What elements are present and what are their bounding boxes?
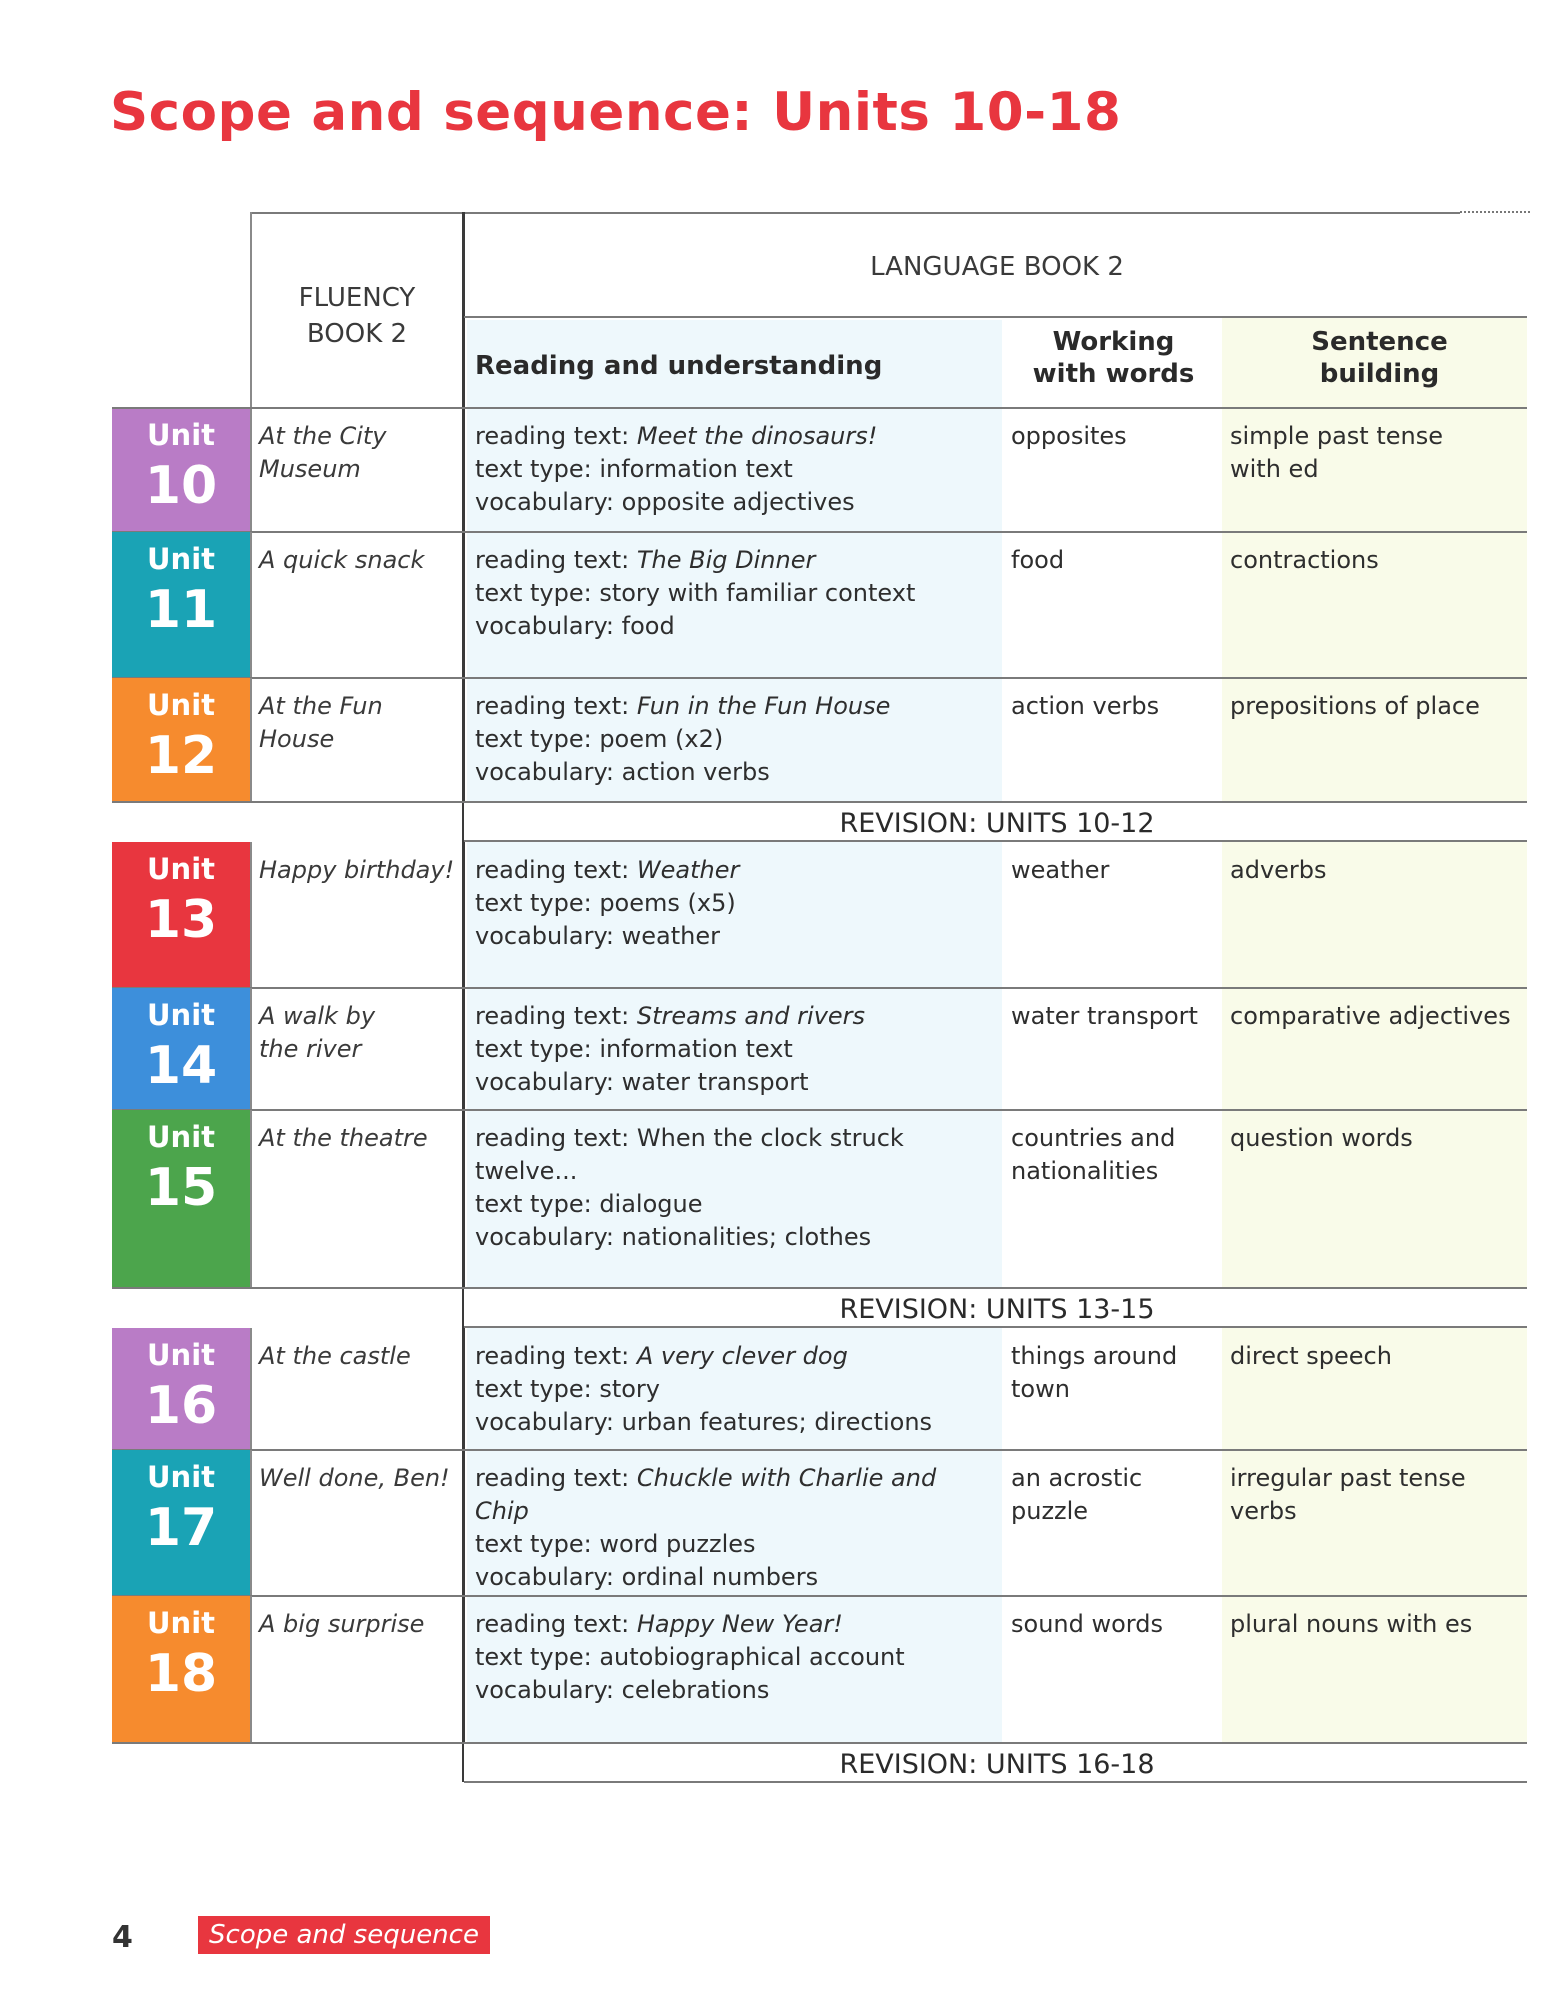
working-with-words-text: sound words <box>1011 1610 1163 1638</box>
reading-text-title: Streams and rivers <box>636 1002 866 1030</box>
working-with-words-cell <box>1011 854 1221 887</box>
reading-text-label: reading text: <box>475 1464 637 1492</box>
unit-label: Unit <box>147 852 215 886</box>
text-type-line: text type: story with familiar context <box>475 579 916 607</box>
unit-badge <box>112 842 250 988</box>
reading-text-label: reading text: When the clock struck <box>475 1124 904 1152</box>
vocabulary-line: vocabulary: celebrations <box>475 1676 770 1704</box>
reading-text-line <box>475 1608 995 1641</box>
sentence-building-cell <box>1230 690 1525 723</box>
unit-number: 15 <box>144 1158 218 1218</box>
unit-number: 18 <box>144 1644 218 1704</box>
language-header-rule <box>464 316 1527 318</box>
sentence-building-text: direct speech <box>1230 1342 1392 1370</box>
table-top-rule <box>250 212 1460 214</box>
fluency-title: A quick snack <box>259 546 425 574</box>
unit-number: 14 <box>144 1036 218 1096</box>
unit-label: Unit <box>147 998 215 1032</box>
unit-badge <box>112 1450 250 1596</box>
row-divider <box>112 531 1527 533</box>
reading-text-title: Meet the dinosaurs! <box>636 422 878 450</box>
revision-row-label: REVISION: UNITS 16-18 <box>839 1749 1155 1780</box>
vocabulary-line: vocabulary: urban features; directions <box>475 1408 933 1436</box>
fluency-cell <box>259 544 459 577</box>
fluency-cell <box>259 690 459 756</box>
reading-text-line <box>475 854 995 887</box>
fluency-left-rule <box>250 988 252 1110</box>
working-with-words-cell <box>1011 420 1221 453</box>
sentence-building-text: question words <box>1230 1124 1413 1152</box>
working-with-words-text: town <box>1011 1375 1070 1403</box>
vocabulary-line: vocabulary: ordinal numbers <box>475 1563 819 1591</box>
reading-text-title: The Big Dinner <box>636 546 816 574</box>
unit-badge <box>112 988 250 1110</box>
fluency-cell <box>259 1608 459 1641</box>
row-divider <box>112 677 1527 679</box>
working-with-words-text: food <box>1011 546 1065 574</box>
reading-cell <box>475 544 995 643</box>
vocabulary-line: vocabulary: opposite adjectives <box>475 488 855 516</box>
fluency-cell <box>259 1000 459 1066</box>
fluency-left-rule <box>250 408 252 532</box>
unit-number: 10 <box>144 456 218 516</box>
sentence-building-cell <box>1230 1608 1525 1641</box>
fluency-title: House <box>259 725 335 753</box>
reading-text-label: reading text: <box>475 422 637 450</box>
text-type-line: text type: information text <box>475 1035 793 1063</box>
working-with-words-cell <box>1011 1122 1221 1188</box>
reading-cell <box>475 420 995 519</box>
fluency-left-rule <box>250 1110 252 1288</box>
fluency-title: At the castle <box>259 1342 411 1370</box>
unit-badge <box>112 1328 250 1450</box>
reading-cell <box>475 1462 995 1594</box>
sentence-building-text: comparative adjectives <box>1230 1002 1511 1030</box>
reading-cell <box>475 1122 995 1254</box>
fluency-title: A big surprise <box>259 1610 425 1638</box>
reading-text-title: Chuckle with Charlie and Chip <box>475 1464 937 1525</box>
working-with-words-text: weather <box>1011 856 1110 884</box>
unit-badge <box>112 532 250 678</box>
fluency-title: Happy birthday! <box>259 856 455 884</box>
reading-text-title: Weather <box>636 856 740 884</box>
sentence-header: Sentence building <box>1311 327 1448 389</box>
revision-row-rule <box>464 1326 1527 1328</box>
reading-text-line <box>475 1000 995 1033</box>
row-divider <box>112 407 1527 409</box>
fluency-cell <box>259 1462 459 1495</box>
fluency-title: A walk by <box>259 1002 376 1030</box>
unit-label: Unit <box>147 1338 215 1372</box>
unit-number: 17 <box>144 1498 218 1558</box>
text-type-line: text type: poems (x5) <box>475 889 736 917</box>
reading-header: Reading and understanding <box>475 351 883 381</box>
sentence-building-text: adverbs <box>1230 856 1327 884</box>
sentence-building-text: simple past tense <box>1230 422 1443 450</box>
unit-badge <box>112 408 250 532</box>
row-divider <box>112 1449 1527 1451</box>
sentence-building-cell <box>1230 1122 1525 1155</box>
working-with-words-text: nationalities <box>1011 1157 1159 1185</box>
working-with-words-text: opposites <box>1011 422 1127 450</box>
reading-text-title: Fun in the Fun House <box>636 692 891 720</box>
table-top-dotted-rule <box>1460 211 1530 213</box>
sentence-building-text: verbs <box>1230 1497 1297 1525</box>
fluency-title: At the City <box>259 422 387 450</box>
text-type-line: text type: story <box>475 1375 660 1403</box>
vocabulary-line: vocabulary: nationalities; clothes <box>475 1223 872 1251</box>
working-with-words-cell <box>1011 1340 1221 1406</box>
sentence-building-cell <box>1230 1462 1525 1528</box>
working-with-words-text: things around <box>1011 1342 1178 1370</box>
unit-label: Unit <box>147 688 215 722</box>
page-title: Scope and sequence: Units 10-18 <box>110 82 1122 143</box>
unit-badge <box>112 1110 250 1288</box>
vocabulary-line: vocabulary: action verbs <box>475 758 770 786</box>
working-with-words-cell <box>1011 690 1221 723</box>
fluency-cell <box>259 420 459 486</box>
language-book-header: LANGUAGE BOOK 2 <box>870 252 1124 282</box>
sentence-building-text: plural nouns with es <box>1230 1610 1473 1638</box>
section-tag: Scope and sequence <box>198 1916 490 1954</box>
working-with-words-cell <box>1011 1462 1221 1528</box>
reading-text-label: reading text: <box>475 692 637 720</box>
fluency-cell <box>259 1340 459 1373</box>
working-with-words-cell <box>1011 544 1221 577</box>
sentence-building-cell <box>1230 544 1525 577</box>
unit-badge <box>112 678 250 802</box>
text-type-line: text type: dialogue <box>475 1190 703 1218</box>
revision-row-label: REVISION: UNITS 13-15 <box>839 1294 1155 1325</box>
table-bottom-rule <box>464 1781 1527 1783</box>
unit-number: 13 <box>144 890 218 950</box>
working-header: Working with words <box>1032 327 1195 389</box>
fluency-left-rule <box>250 532 252 678</box>
reading-text-line <box>475 690 995 723</box>
unit-label: Unit <box>147 542 215 576</box>
sentence-building-text: prepositions of place <box>1230 692 1480 720</box>
row-divider <box>112 1595 1527 1597</box>
reading-text-line <box>475 1340 995 1373</box>
working-with-words-text: countries and <box>1011 1124 1176 1152</box>
working-with-words-cell <box>1011 1608 1221 1641</box>
reading-cell <box>475 1608 995 1707</box>
language-left-rule <box>462 212 465 1782</box>
unit-label: Unit <box>147 1120 215 1154</box>
working-with-words-text: action verbs <box>1011 692 1160 720</box>
fluency-left-rule <box>250 1328 252 1450</box>
text-type-line: text type: autobiographical account <box>475 1643 905 1671</box>
sentence-building-text: with ed <box>1230 455 1319 483</box>
reading-text-line <box>475 1122 995 1155</box>
working-with-words-cell <box>1011 1000 1221 1033</box>
reading-cell <box>475 854 995 953</box>
sentence-building-cell <box>1230 1340 1525 1373</box>
sentence-building-cell <box>1230 420 1525 486</box>
fluency-title: the river <box>259 1035 362 1063</box>
working-with-words-text: an acrostic puzzle <box>1011 1464 1143 1525</box>
fluency-title: Well done, Ben! <box>259 1464 450 1492</box>
revision-row-rule <box>464 840 1527 842</box>
reading-text-label: reading text: <box>475 1002 637 1030</box>
fluency-book-header: FLUENCY BOOK 2 <box>298 283 416 349</box>
fluency-title: At the theatre <box>259 1124 428 1152</box>
reading-text-label: reading text: <box>475 1342 637 1370</box>
vocabulary-line: vocabulary: water transport <box>475 1068 809 1096</box>
unit-number: 16 <box>144 1376 218 1436</box>
reading-cell <box>475 1340 995 1439</box>
sentence-building-text: irregular past tense <box>1230 1464 1466 1492</box>
fluency-cell <box>259 1122 459 1155</box>
unit-label: Unit <box>147 418 215 452</box>
unit-label: Unit <box>147 1460 215 1494</box>
working-with-words-text: water transport <box>1011 1002 1198 1030</box>
revision-row-label: REVISION: UNITS 10-12 <box>839 808 1155 839</box>
page-number: 4 <box>112 1920 133 1955</box>
text-type-line: text type: information text <box>475 455 793 483</box>
text-type-line: text type: word puzzles <box>475 1530 756 1558</box>
reading-cell <box>475 1000 995 1099</box>
unit-label: Unit <box>147 1606 215 1640</box>
unit-badge <box>112 1596 250 1743</box>
reading-text-title: A very clever dog <box>636 1342 848 1370</box>
text-type-line: text type: poem (x2) <box>475 725 724 753</box>
reading-text-title: Happy New Year! <box>636 1610 843 1638</box>
fluency-title: Museum <box>259 455 361 483</box>
vocabulary-line: vocabulary: weather <box>475 922 721 950</box>
fluency-left-rule <box>250 1450 252 1596</box>
fluency-cell <box>259 854 459 887</box>
row-divider <box>112 987 1527 989</box>
row-divider <box>112 1109 1527 1111</box>
fluency-left-rule <box>250 1596 252 1743</box>
sentence-building-cell <box>1230 1000 1525 1033</box>
reading-text-line <box>475 420 995 453</box>
reading-text-line <box>475 544 995 577</box>
reading-text-label: reading text: <box>475 856 637 884</box>
fluency-left-rule <box>250 842 252 988</box>
vocabulary-line: vocabulary: food <box>475 612 675 640</box>
unit-number: 12 <box>144 726 218 786</box>
fluency-left-rule <box>250 678 252 802</box>
unit-number: 11 <box>144 580 218 640</box>
fluency-title: At the Fun <box>259 692 383 720</box>
reading-text-label: reading text: <box>475 1610 637 1638</box>
sentence-building-cell <box>1230 854 1525 887</box>
reading-text-continued: twelve... <box>475 1157 578 1185</box>
reading-cell <box>475 690 995 789</box>
reading-text-label: reading text: <box>475 546 637 574</box>
sentence-building-text: contractions <box>1230 546 1379 574</box>
reading-text-line <box>475 1462 995 1528</box>
